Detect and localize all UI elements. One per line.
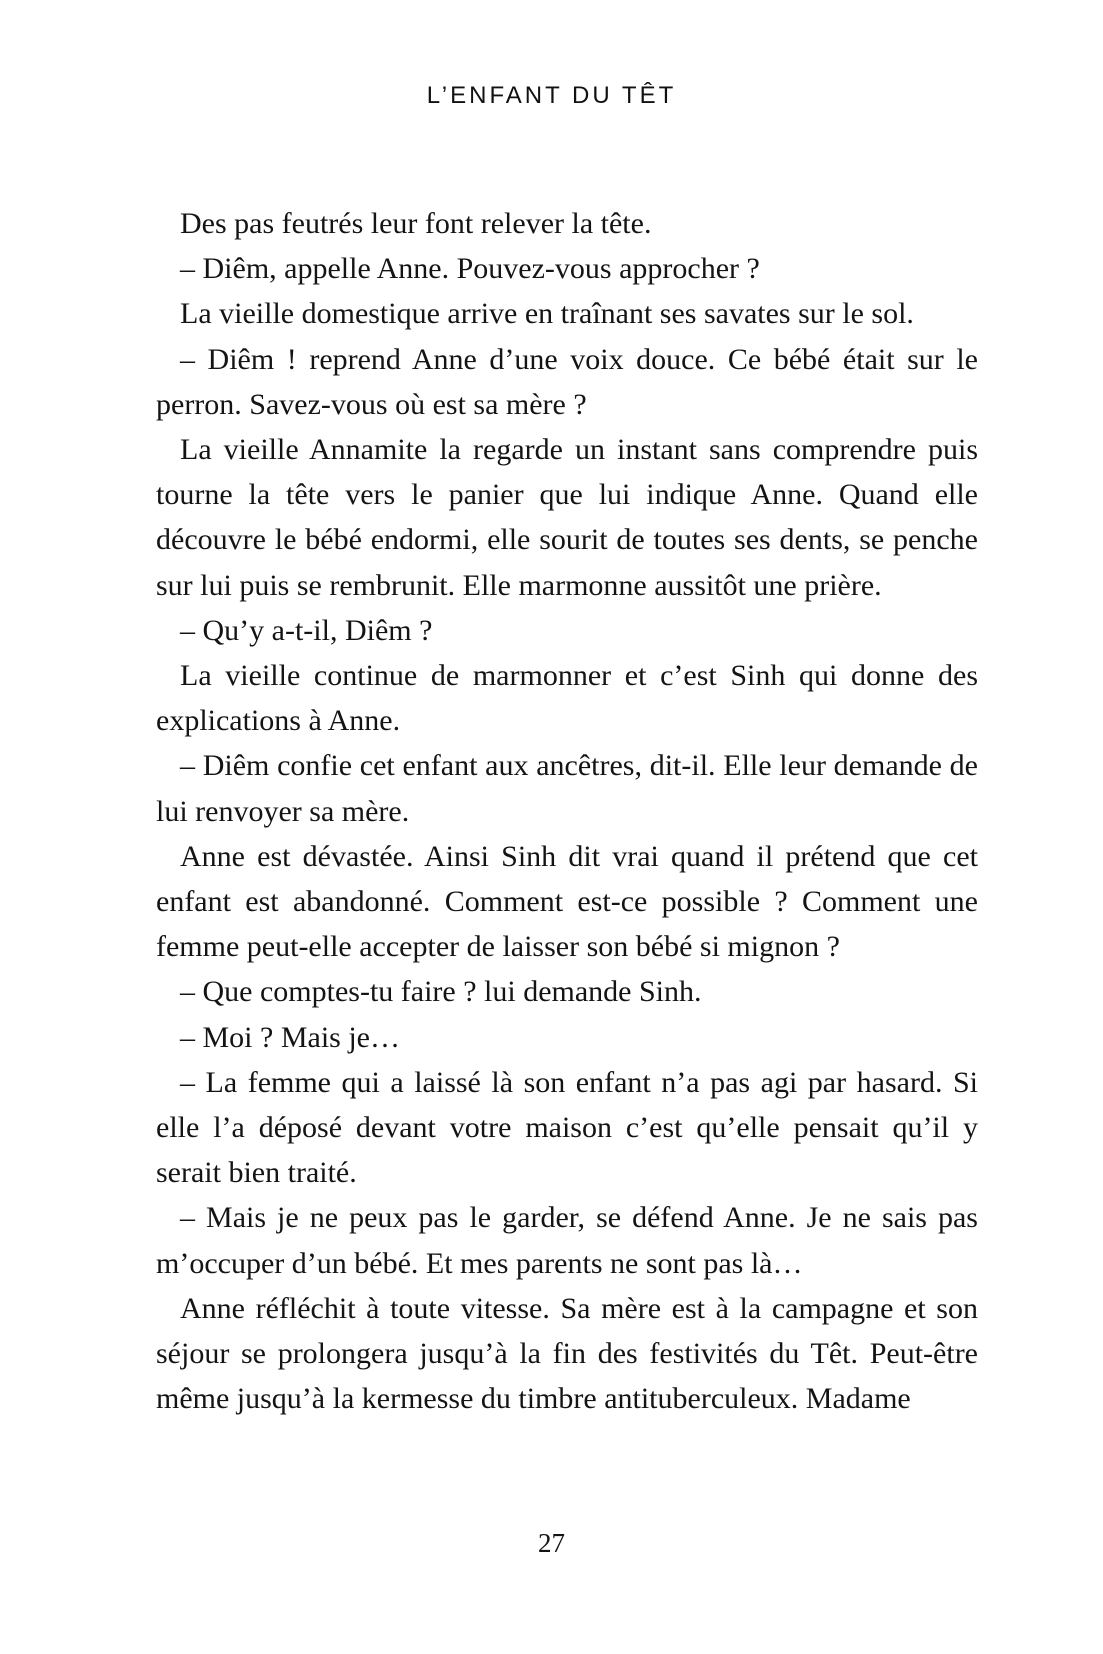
paragraph: – Diêm, appelle Anne. Pouvez-vous approcher ?: [180, 252, 760, 286]
paragraph: Anne réfléchit à toute vitesse. Sa mère est à la campagne et son séjour se prolongera jusqu’à la fin des festivités du Têt. Peut-être même jusqu’à la kermesse du timbre antituberculeux. Madame: [156, 1291, 978, 1416]
paragraph: La vieille continue de marmonner et c’est Sinh qui donne des explications à Anne.: [156, 659, 978, 738]
paragraph: – Mais je ne peux pas le garder, se défend Anne. Je ne sais pas m’occuper d’un bébé. Et mes parents ne sont pas là…: [156, 1201, 978, 1280]
paragraph: Anne est dévastée. Ainsi Sinh dit vrai quand il prétend que cet enfant est abandonné. Comment est-ce possible ? Comment une femme peut-elle accepter de laisser son bébé si mignon ?: [156, 839, 978, 964]
paragraph: La vieille domestique arrive en traînant ses savates sur le sol.: [180, 297, 914, 331]
page-number: 27: [538, 1528, 565, 1558]
paragraph: – Diêm ! reprend Anne d’une voix douce. Ce bébé était sur le perron. Savez-vous où est sa mère ?: [156, 342, 978, 421]
paragraph: – La femme qui a laissé là son enfant n’a pas agi par hasard. Si elle l’a déposé devant votre maison c’est qu’elle pensait qu’il y serait bien traité.: [156, 1065, 978, 1190]
paragraph: Des pas feutrés leur font relever la tête.: [180, 207, 652, 240]
paragraph: – Diêm confie cet enfant aux ancêtres, dit-il. Elle leur demande de lui renvoyer sa mère.: [156, 749, 978, 828]
paragraph: La vieille Annamite la regarde un instant sans comprendre puis tourne la tête vers le panier que lui indique Anne. Quand elle découvre le bébé endormi, elle sourit de toutes ses dents, se penche sur lui puis se rembrunit. Elle marmonne aussitôt une prière.: [156, 433, 978, 602]
paragraph: – Moi ? Mais je…: [180, 1020, 400, 1054]
running-title: L’ENFANT DU TÊT: [426, 82, 677, 109]
paragraph: – Que comptes-tu faire ? lui demande Sinh.: [180, 975, 702, 1009]
paragraph: – Qu’y a-t-il, Diêm ?: [180, 613, 433, 647]
body-text: [156, 201, 978, 1421]
